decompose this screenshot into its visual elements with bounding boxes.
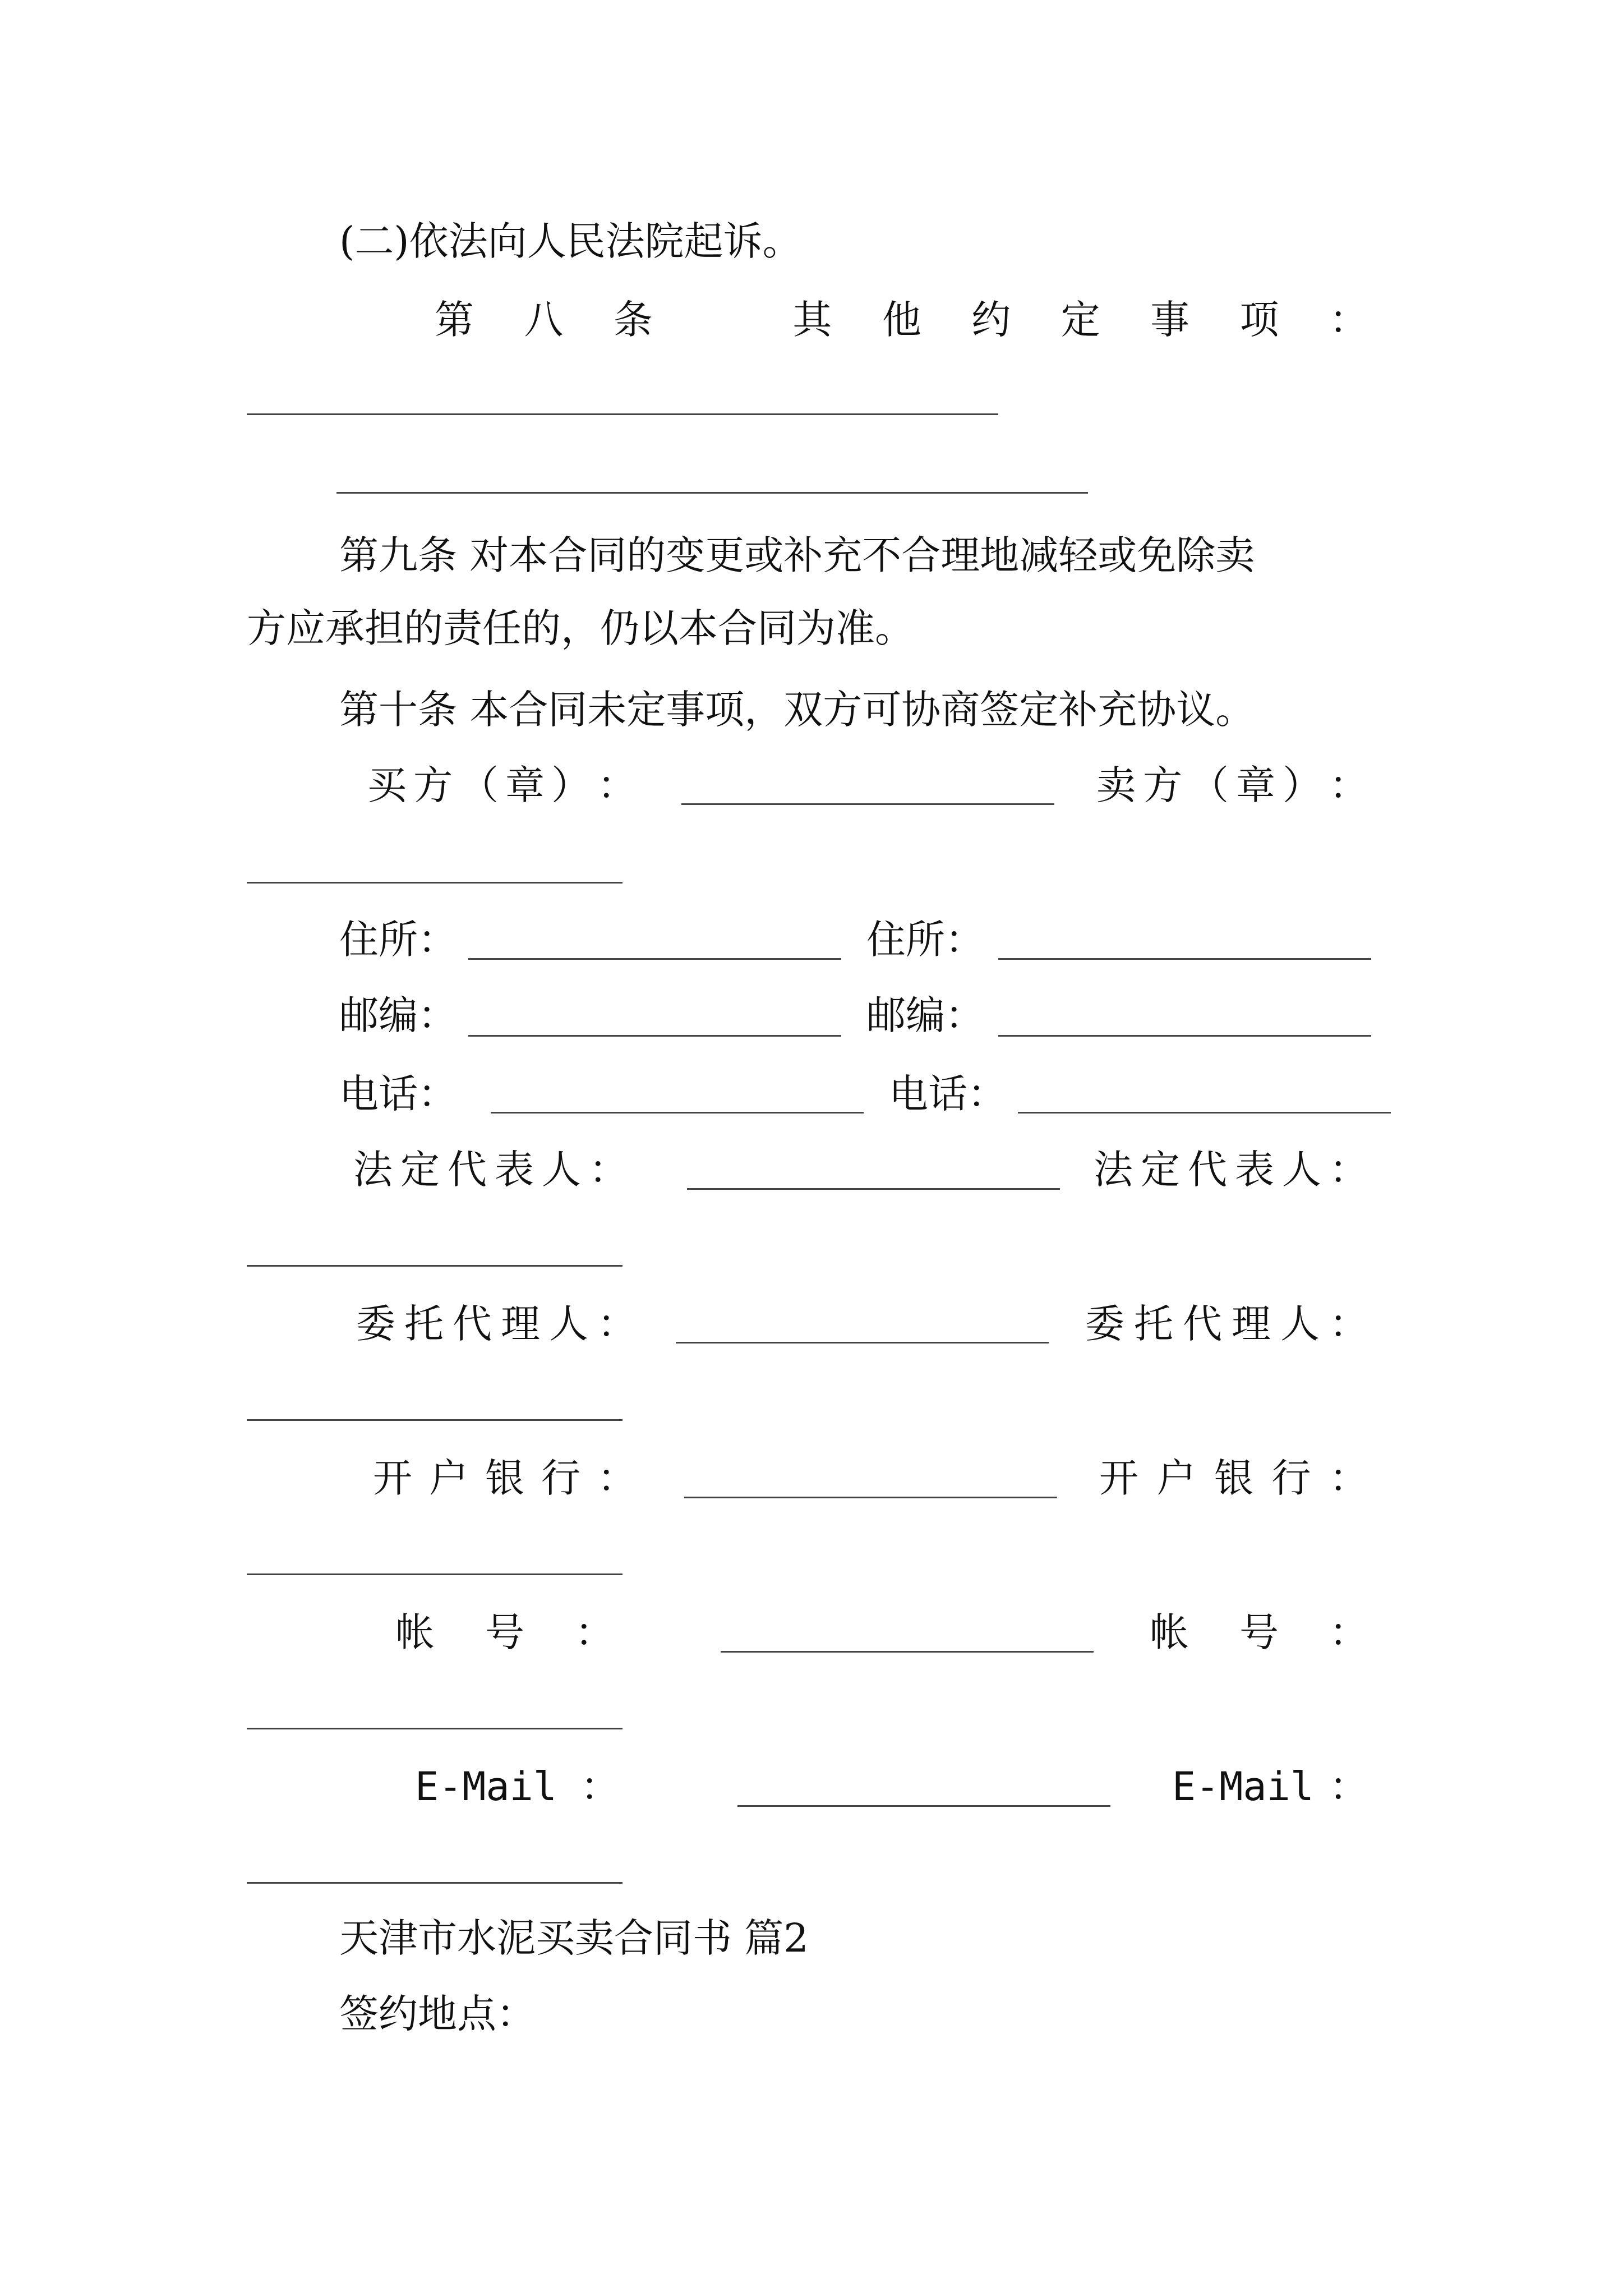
seller-seal-field[interactable] bbox=[247, 882, 623, 884]
buyer-account-field[interactable] bbox=[721, 1651, 1094, 1653]
buyer-account-label: 帐 号 ： bbox=[395, 1609, 614, 1655]
buyer-email-field[interactable] bbox=[737, 1805, 1110, 1807]
seller-address-label: 住所： bbox=[866, 917, 984, 963]
buyer-postcode-label: 邮编： bbox=[339, 992, 457, 1038]
clause-9-line-2: 方应承担的责任的，仍以本合同为准。 bbox=[247, 605, 914, 651]
buyer-email-colon: ： bbox=[580, 1764, 620, 1810]
clause-8-blank-line-2[interactable] bbox=[336, 492, 1088, 494]
clause-7-item-2: (二)依法向人民法院起诉。 bbox=[339, 218, 802, 264]
clause-8-char: ： bbox=[1329, 297, 1368, 343]
clause-10: 第十条 本合同未定事项，双方可协商签定补充协议。 bbox=[339, 687, 1255, 733]
clause-8-char: 其 bbox=[792, 297, 832, 343]
buyer-email-label: E-Mail bbox=[415, 1764, 557, 1810]
seller-postcode-field[interactable] bbox=[998, 1035, 1371, 1037]
buyer-bank-label: 开 户 银 行 ： bbox=[373, 1455, 637, 1501]
buyer-agent-field[interactable] bbox=[676, 1342, 1049, 1343]
clause-8-char: 约 bbox=[971, 297, 1011, 343]
seller-bank-field[interactable] bbox=[247, 1573, 623, 1575]
clause-8-char: 事 bbox=[1150, 297, 1190, 343]
clause-8-char: 第 bbox=[435, 297, 474, 343]
seller-account-label: 帐 号 ： bbox=[1150, 1609, 1368, 1655]
buyer-legal-rep-field[interactable] bbox=[687, 1188, 1060, 1190]
contract-2-title: 天津市水泥买卖合同书 篇2 bbox=[339, 1915, 809, 1961]
seller-agent-field[interactable] bbox=[247, 1419, 623, 1421]
seller-agent-label: 委 托 代 理 人 ： bbox=[1085, 1301, 1368, 1347]
clause-8-char: 条 bbox=[613, 297, 653, 343]
buyer-legal-rep-label: 法 定 代 表 人 ： bbox=[353, 1147, 628, 1193]
buyer-postcode-field[interactable] bbox=[468, 1035, 841, 1037]
clause-8-char: 他 bbox=[882, 297, 921, 343]
clause-8-char: 定 bbox=[1061, 297, 1100, 343]
clause-8-char: 八 bbox=[524, 297, 564, 343]
buyer-phone-label: 电话： bbox=[339, 1071, 457, 1117]
clause-9-line-1: 第九条 对本合同的变更或补充不合理地减轻或免除卖 bbox=[339, 532, 1255, 578]
seller-legal-rep-label: 法 定 代 表 人 ： bbox=[1094, 1147, 1368, 1193]
seller-address-field[interactable] bbox=[998, 958, 1371, 960]
clause-8-blank-line-1[interactable] bbox=[247, 413, 998, 415]
clause-8-heading bbox=[435, 295, 1368, 345]
seller-postcode-label: 邮编： bbox=[866, 992, 984, 1038]
buyer-bank-field[interactable] bbox=[684, 1497, 1057, 1498]
buyer-agent-label: 委 托 代 理 人 ： bbox=[356, 1301, 637, 1347]
seller-phone-field[interactable] bbox=[1018, 1112, 1391, 1114]
buyer-seal-field[interactable] bbox=[681, 803, 1054, 805]
seller-email-label: E-Mail bbox=[1172, 1764, 1314, 1810]
seller-account-field[interactable] bbox=[247, 1728, 623, 1729]
sign-place-label: 签约地点： bbox=[339, 1991, 536, 2037]
seller-legal-rep-field[interactable] bbox=[247, 1265, 623, 1267]
seller-phone-label: 电话： bbox=[889, 1071, 1007, 1117]
seller-email-colon: ： bbox=[1329, 1764, 1368, 1810]
buyer-phone-field[interactable] bbox=[491, 1112, 864, 1114]
seller-email-field[interactable] bbox=[247, 1882, 623, 1884]
buyer-address-label: 住所： bbox=[339, 917, 457, 963]
buyer-label: 买 方 （ 章 ） ： bbox=[367, 762, 637, 808]
buyer-address-field[interactable] bbox=[468, 958, 841, 960]
seller-label: 卖 方 （ 章 ） ： bbox=[1096, 762, 1368, 808]
seller-bank-label: 开 户 银 行 ： bbox=[1099, 1455, 1368, 1501]
clause-8-char: 项 bbox=[1239, 297, 1279, 343]
